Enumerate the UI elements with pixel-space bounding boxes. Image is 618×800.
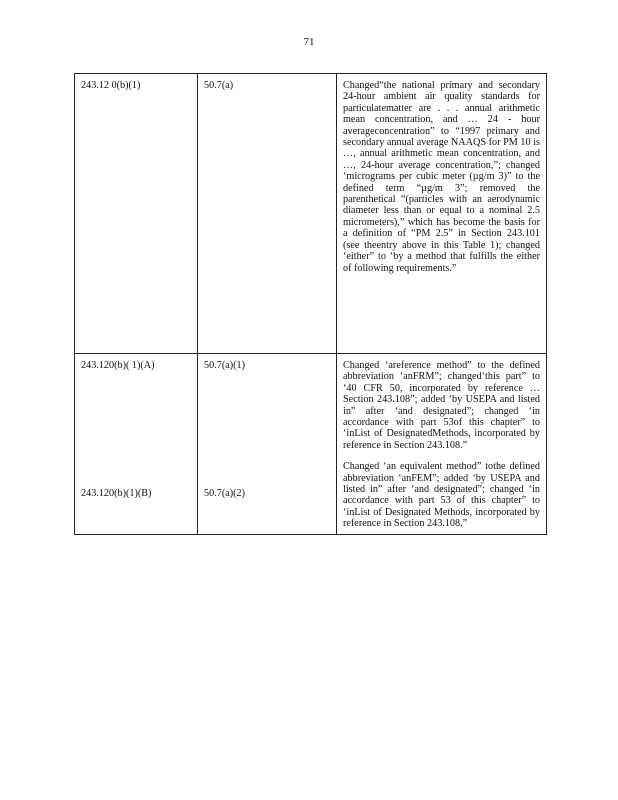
- cfr-cell: [198, 354, 337, 535]
- table-row: [75, 74, 547, 354]
- change-text: Changed ‘an equivalent method” tothe defined abbreviation ‘anFEM”; added ‘by USEPA and listed in” after ‘and designated”; changed ‘in accordance with part 53 of this chapter” to ‘inList of Designated Methods, incorporated by reference in Section 243.108.”: [343, 461, 540, 530]
- cfr-text: 50.7(a): [204, 80, 234, 91]
- change-text: Changed ‘areference method” to the defined abbreviation ‘anFRM”; changed‘this part” to ‘40 CFR 50, incorporated by reference … Section 243.108”; added ‘by USEPA and listed in” after ‘and designated”; changed ‘in accordance with part 53of this chapter” to ‘inList of DesignatedMethods, incorporated by reference in Section 243.108.”: [343, 360, 540, 451]
- change-cell: [337, 354, 547, 535]
- cfr-text: 50.7(a)(1): [204, 360, 246, 371]
- section-cell: [75, 74, 198, 354]
- table-row: [75, 354, 547, 535]
- cfr-cell: [198, 74, 337, 354]
- section-text: 243.12 0(b)(1): [81, 80, 141, 91]
- cfr-text: 50.7(a)(2): [204, 488, 246, 499]
- section-text: 243.120(b)(1)(B): [81, 488, 152, 499]
- change-text: Changed“the national primary and secondary 24-hour ambient air quality standards for particulatematter are . . . annual arithmetic mean concentration, and … 24 - hour averageconcentration” to “1997 primary and secondary annual average NAAQS for PM 10 is …, annual arithmetic mean concentration, and …, 24-hour average concentration,”; changed ‘micrograms per cubic meter (µg/m 3)” to the defined term “µg/m 3”; removed the parenthetical “(particles with an aerodynamic diameter less than or equal to a nominal 2.5 micrometers),” which has become the basis for a definition of “PM 2.5” in Section 243.101 (see theentry above in this Table 1); changed ‘either” to ‘by a method that fulfills the either of following requirements.”: [343, 80, 540, 274]
- page-number: 71: [303, 36, 315, 48]
- change-cell: [337, 74, 547, 354]
- section-cell: [75, 354, 198, 535]
- amendments-table: [74, 73, 547, 535]
- section-text: 243.120(b)( 1)(A): [81, 360, 155, 371]
